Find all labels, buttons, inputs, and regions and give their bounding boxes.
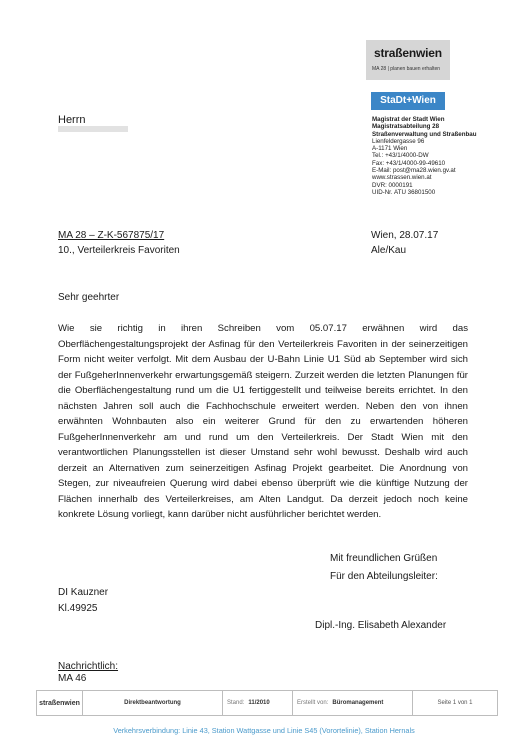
sender-line: A-1171 Wien	[372, 145, 408, 153]
closing-greeting: Mit freundlichen Grüßen	[330, 553, 438, 564]
stadt-wien-logo: StaDt+Wien	[371, 92, 445, 110]
footer-created-value: Büromanagement	[332, 700, 384, 706]
footer-doc-type-text: Direktbeantwortung	[124, 700, 181, 706]
strassenwien-logo-tagline: MA 28 | planen bauen erhalten	[372, 66, 441, 72]
sender-line: Magistrat der Stadt Wien	[372, 116, 445, 123]
sender-line: UID-Nr. ATU 36801500	[372, 188, 436, 196]
sender-address-block	[372, 116, 477, 196]
sender-line: Fax: +43/1/4000-99-49610	[372, 159, 446, 167]
sender-line: E-Mail: post@ma28.wien.gv.at	[372, 167, 456, 175]
letter-body	[58, 321, 468, 523]
footer-logo: straßenwien	[37, 691, 83, 715]
recipient-salutation: Herrn	[58, 114, 86, 126]
strassenwien-logo	[366, 40, 450, 80]
footer-doc-type	[83, 691, 223, 715]
sender-line: Tel.: +43/1/4000-DW	[372, 152, 429, 160]
transit-info: Verkehrsverbindung: Linie 43, Station Wattgasse und Linie S45 (Vorortelinie), Station Hernals	[113, 726, 415, 735]
strassenwien-logo-word: straßenwien	[374, 46, 442, 60]
sender-line: Magistratsabteilung 28	[372, 123, 440, 131]
footer-created-by	[293, 691, 413, 715]
closing-on-behalf: Für den Abteilungsleiter:	[330, 571, 438, 582]
footer-page-text: Seite 1 von 1	[437, 700, 473, 706]
document-footer	[36, 690, 498, 716]
sign-initials: Ale/Kau	[371, 245, 407, 256]
letter-body-paragraph: Wie sie richtig in ihren Schreiben vom 05.07.17 erwähnen wird das Oberflächengestaltungsprojekt der Asfinag für den Verteilerkreis Favoriten in der seinerzeitigen Form nicht weiter verfolgt. Mit dem Ausbau der U-Bahn Linie U1 Süd ab September wird sich der FußgeherInnenverkehr erwartungsgemäß steigern. Zurzeit werden die letzten Planungen für die Oberflächengestaltung rund um die U1 fertiggestellt und teilweise bereits errichtet. In den nächsten Jahren soll auch die Fachhochschule erweitert werden. Neben den von ihnen erwähnten Wohnbauten also ein weiterer Grund für den zu erwartenden höheren FußgeherInnenverkehr am und rund um den Verteilerkreis. Der Stadt Wien mit den verantwortlichen Planungsstellen ist dieser Umstand sehr wohl bewusst. Deshalb wird auch derzeit an Alternativen zum seinerzeitigen Asfinag Projekt gearbeitet. Die Anordnung von Stegen, zur niveaufreien Querung wird dabei ebenso überprüft wie die künftige Nutzung der Flächen innerhalb des Verteilerkreises, am Alten Landgut. Da derzeit jedoch noch keine konkrete Lösung vorliegt, kann darüber nicht ausführlicher berichtet werden.	[58, 323, 468, 520]
letter-date: Wien, 28.07.17	[371, 230, 439, 241]
writer-extension: Kl.49925	[58, 603, 98, 614]
footer-status-label: Stand:	[227, 700, 245, 706]
cc-recipient: MA 46	[58, 673, 87, 684]
cc-label: Nachrichtlich:	[58, 661, 119, 672]
footer-status	[223, 691, 293, 715]
sender-line: www.strassen.wien.at	[372, 174, 432, 182]
signer-name: Dipl.-Ing. Elisabeth Alexander	[315, 620, 447, 631]
footer-created-label: Erstellt von:	[297, 700, 329, 706]
footer-page	[413, 691, 497, 715]
sender-line: DVR: 0000191	[372, 181, 413, 189]
sender-line: Lienfeldergasse 96	[372, 137, 425, 145]
letter-salutation: Sehr geehrter	[58, 292, 120, 303]
redacted-recipient-name	[58, 126, 128, 132]
district-subject: 10., Verteilerkreis Favoriten	[58, 245, 180, 256]
sender-line: Straßenverwaltung und Straßenbau	[372, 130, 477, 138]
writer-name: DI Kauzner	[58, 587, 109, 598]
file-number: MA 28 – Z-K-567875/17	[58, 230, 165, 241]
footer-status-value: 11/2010	[248, 700, 270, 706]
